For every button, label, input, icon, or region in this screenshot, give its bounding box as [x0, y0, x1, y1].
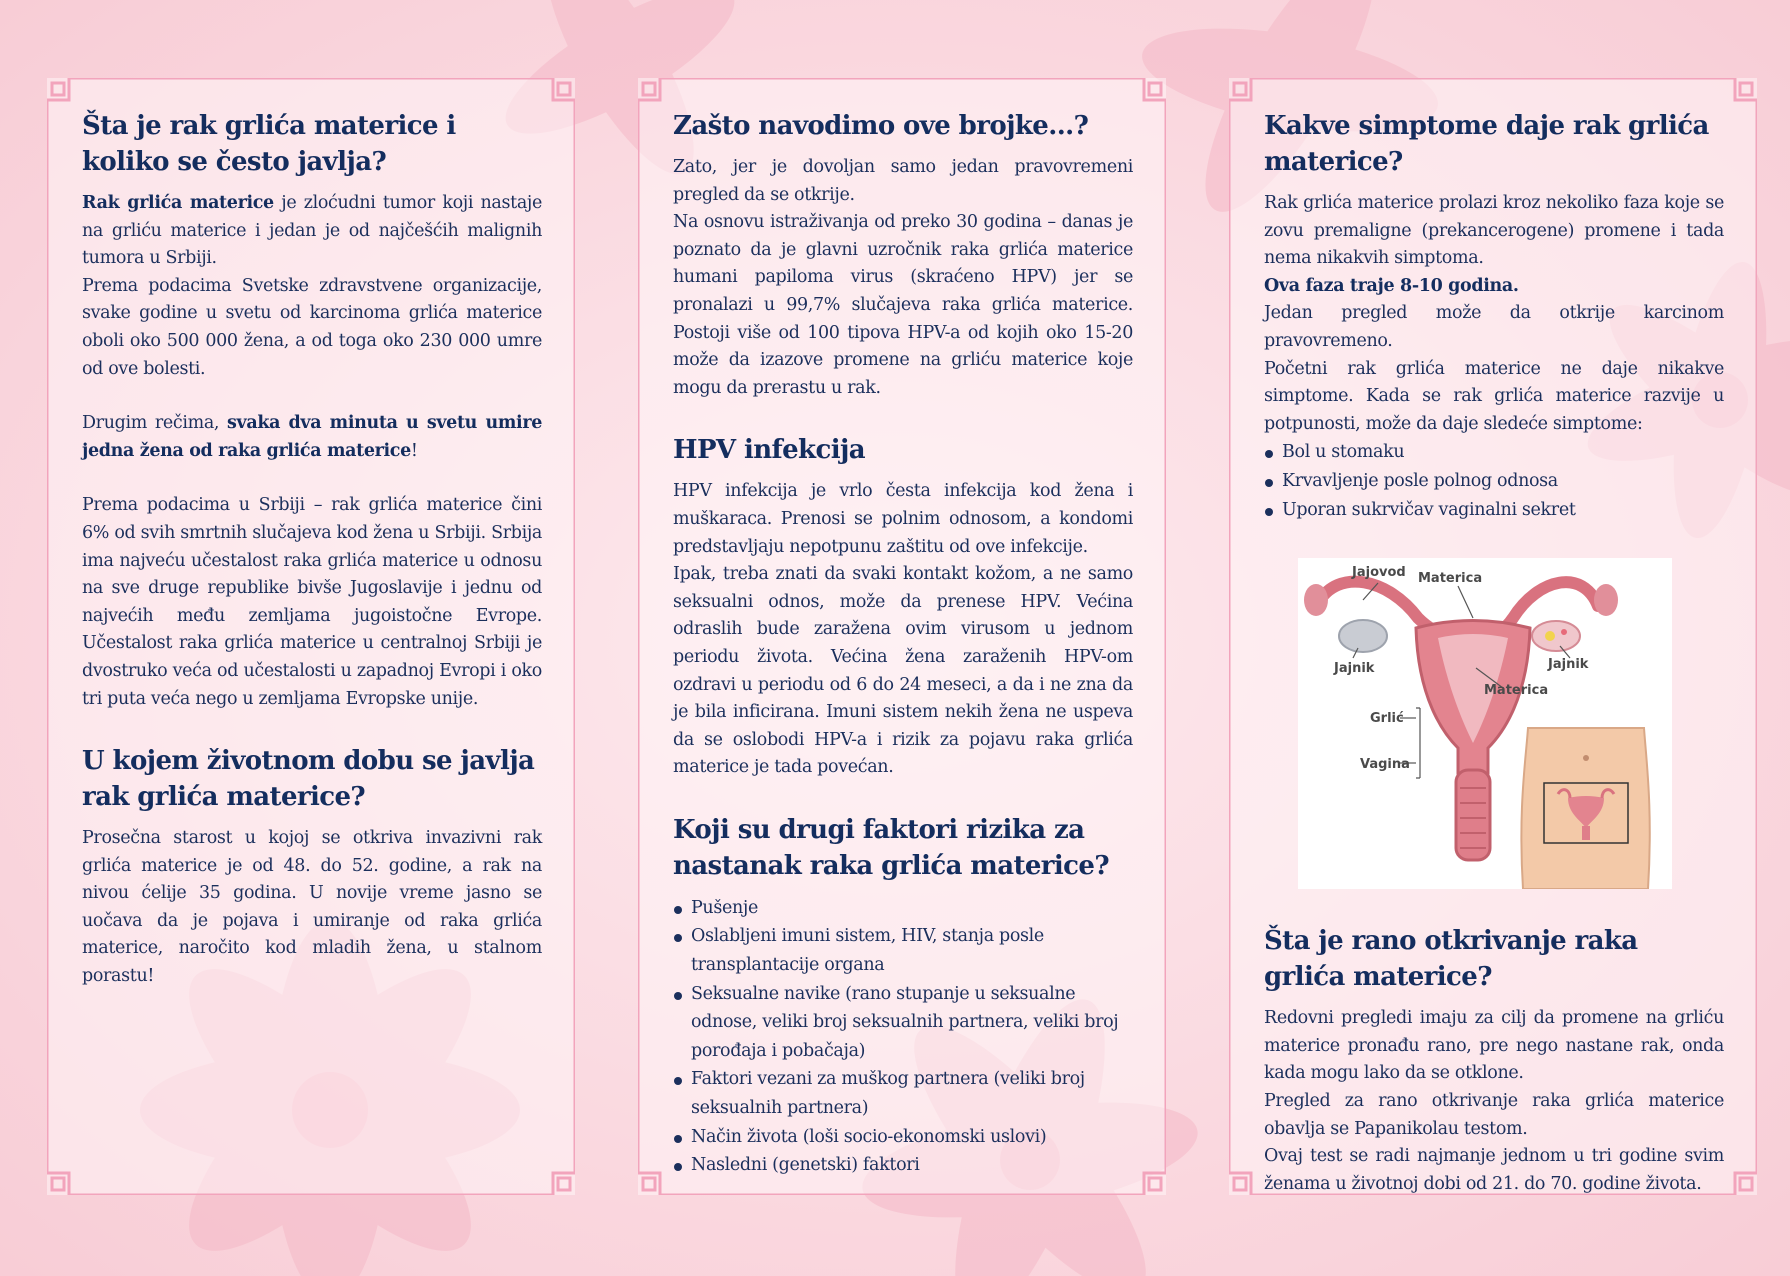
paragraph-every-two-minutes: Drugim rečima, svaka dva minuta u svetu umire jedna žena od raka grlića materice!: [82, 413, 542, 461]
list-item: Bol u stomaku: [1264, 438, 1724, 467]
label-jajnik-right: Jajnik: [1548, 657, 1589, 673]
paragraph-pap-test: Pregled za rano otkrivanje raka grlića materice obavlja se Papanikolau testom.: [1264, 1090, 1724, 1139]
heading-why-numbers: Zašto navodimo ove brojke...?: [673, 111, 1089, 141]
paragraph-definition: [82, 190, 542, 273]
label-materica-top: Materica: [1418, 571, 1483, 587]
panel-cervical-cancer-overview: [47, 78, 575, 1195]
ovary-right: [1532, 621, 1580, 651]
heading-symptoms: Kakve simptome daje rak grlića materice?: [1264, 111, 1709, 177]
paragraph-phase-duration: Ova faza traje 8-10 godina.: [1264, 275, 1519, 296]
anatomy-figure: [1298, 558, 1672, 889]
label-materica-right: Materica: [1484, 683, 1549, 699]
paragraph-one-exam-detects: Jedan pregled može da otkrije karcinom pravovremeno.: [1264, 303, 1724, 351]
label-jajovod: Jajovod: [1352, 565, 1406, 581]
vagina: [1456, 770, 1490, 860]
paragraph-hpv-cause: Na osnovu istraživanja od preko 30 godina – danas je poznato da je glavni uzročnik raka grlića materice humani papiloma virus (skraćeno HPV) jer se pronalazi u 99,7% slučajeva raka grlića materice. Postoji više od 100 tipova HPV-a od kojih oko 15-20 može da izazove promene na grliću materice koje mogu da prerastu u rak.: [673, 212, 1133, 398]
ovary-left: [1339, 620, 1387, 652]
heading-early-detection: Šta je rano otkrivanje raka grlića materice?: [1264, 926, 1638, 993]
panel-content: [673, 108, 1133, 1180]
list-item: Faktori vezani za muškog partnera (veliki broj seksualnih partnera): [673, 1065, 1133, 1122]
heading-what-is: Šta je rak grlića materice i koliko se često javlja?: [82, 111, 456, 177]
heading-risk-factors: Koji su drugi faktori rizika za nastanak raka grlića materice?: [673, 814, 1109, 881]
paragraph-hpv-contact: Ipak, treba znati da svaki kontakt kožom, a ne samo seksualni odnos, može da prenese HPV. Većina odraslih bude zaražena ovim virusom u jednom periodu života. Većina žena zaraženih HPV-om ozdravi u periodu od 6 do 24 meseci, a da i ne zna da je bila inficirana. Imuni sistem nekih žena ne uspeva da se oslobodi HPV-a i rizik za pojavu raka grlića materice je tada povećan.: [673, 564, 1133, 778]
list-item: Pušenje: [673, 894, 1133, 923]
paragraph-hpv-transmission: HPV infekcija je vrlo česta infekcija kod žena i muškaraca. Prenosi se polnim odnosom, a kondomi predstavljaju nepotpunu zaštitu od ove infekcije.: [673, 481, 1133, 557]
label-jajnik-left: Jajnik: [1334, 661, 1375, 677]
label-grlic: Grlić: [1370, 711, 1404, 727]
list-item: Naslednі (genetski) faktori: [673, 1151, 1133, 1180]
paragraph-who-stats: Prema podacima Svetske zdravstvene organizacije, svake godine u svetu od karcinoma grlića materice oboli oko 500 000 žena, a od toga oko 230 000 umre od ove bolesti.: [82, 275, 542, 379]
bold-statement: svaka dva minuta u svetu umire jedna žena od raka grlića materice: [82, 413, 542, 461]
panel-content: [1264, 108, 1724, 1198]
paragraph-early-cancer: Početni rak grlića materice ne daje nikakve simptome. Kada se rak grlića materice razvije u potpunosti, može da daje sledeće simptome:: [1264, 358, 1724, 434]
panel-content: [82, 108, 542, 991]
paragraph-regular-exams: Redovni pregledi imaju za cilj da promene na grliću materice pronađu rano, pre nego nastane rak, onda kada mogu lako da se otklone.: [1264, 1008, 1724, 1084]
uterus-anatomy-illustration: [1298, 558, 1672, 889]
paragraph-age: Prosečna starost u kojoj se otkriva invazivni rak grlića materice je od 48. do 52. godine, a rak na nivou ćelije 35 godina. U novije vreme jasno se uočava da je pojava i umiranje od raka grlića materice, naročito kod mladih žena, u stalnom porastu!: [82, 828, 542, 987]
definition-text: je zloćudni tumor koji nastaje na grliću materice i jedan je od najčešćih malignih tumora u Srbiji.: [82, 193, 542, 269]
panel-hpv: [638, 78, 1166, 1195]
panel-symptoms: [1229, 78, 1757, 1195]
risk-factor-list: [673, 894, 1133, 1180]
heading-hpv-infection: HPV infekcija: [673, 435, 866, 466]
list-item: Oslabljeni imuni sistem, HIV, stanja posle transplantacije organa: [673, 922, 1133, 979]
label-vagina: Vagina: [1360, 757, 1410, 773]
list-item: Način života (loši socio-ekonomski uslovi): [673, 1123, 1133, 1152]
heading-age: U kojem životnom dobu se javlja rak grlića materice?: [82, 746, 535, 813]
paragraph-phases: Rak grlića materice prolazi kroz nekoliko faza koje se zovu premaligne (prekancerogene) promene i tada nema nikakvih simptoma.: [1264, 193, 1724, 269]
paragraph-one-exam: Zato, jer je dovoljan samo jedan pravovremeni pregled da se otkrije.: [673, 157, 1133, 205]
paragraph-serbia-stats: Prema podacima u Srbiji – rak grlića materice čini 6% od svih smrtnih slučajeva kod žena u Srbiji. Srbija ima najveću učestalost raka grlića materice u odnosu na sve druge republike bivše Jugoslavije i jednu od najvećih među zemljama jugoistočne Evrope. Učestalost raka grlića materice u centralnoj Srbiji je dvostruko veća od učestalosti u zapadnoj Evropi i oko tri puta veća nego u zemljama Evropske unije.: [82, 495, 542, 709]
list-item: Seksualne navike (rano stupanje u seksualne odnose, veliki broj seksualnih partnera, veliki broj porođaja i pobačaja): [673, 980, 1133, 1066]
list-item: Krvavljenje posle polnog odnosa: [1264, 467, 1724, 496]
symptom-list: [1264, 438, 1724, 524]
list-item: Uporan sukrvičav vaginalni sekret: [1264, 496, 1724, 525]
paragraph-test-frequency: Ovaj test se radi najmanje jednom u tri godine svim ženama u životnoj dobi od 21. do 70. godine života.: [1264, 1146, 1724, 1194]
bold-term: Rak grlića materice: [82, 193, 274, 213]
